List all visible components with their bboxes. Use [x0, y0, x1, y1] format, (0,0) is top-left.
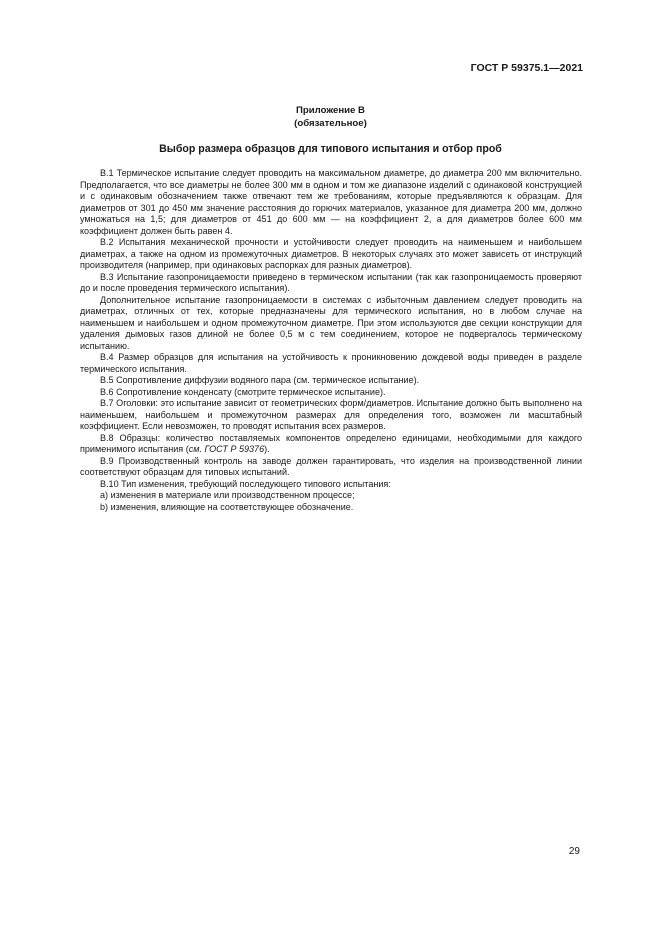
- list-item: [80, 502, 582, 514]
- paragraph-b1: В.1 Термическое испытание следует проводить на максимальном диаметре, до диаметра 200 мм включительно. Предполагается, что все диаметры не более 300 мм в одном и том же диапазоне изделий с одинаковой конструкцией и с одинаковым обозначением также отвечают тем же требованиям, которые предъявляются к образцам. Для диаметров от 301 до 450 мм значение расстояния до горючих материалов, указанное для диаметра 200 мм, должно умножаться на 1,5; для диаметров от 451 до 600 мм — на коэффициент 2, а для диаметров более 600 мм коэффициент должен быть равен 4.: [80, 168, 582, 236]
- standard-designation: ГОСТ Р 59375.1—2021: [470, 62, 583, 74]
- paragraph-b10: В.10 Тип изменения, требующий последующего типового испытания:: [100, 478, 391, 489]
- section-heading: Выбор размера образцов для типового испытания и отбор проб: [159, 143, 502, 155]
- paragraph-b5: В.5 Сопротивление диффузии водяного пара (см. термическое испытание).: [100, 375, 420, 385]
- paragraph-b8: [80, 433, 582, 456]
- paragraph-b2: В.2 Испытания механической прочности и устойчивости следует проводить на наименьшем и наибольшем диаметрах, а также на одном из промежуточных диаметров. В некоторых случаях это может зависеть от инструкций производителя (например, при одинаковых распорках для разных диаметров).: [80, 237, 582, 270]
- appendix-block: [0, 104, 661, 130]
- paragraph-b3-additional: Дополнительное испытание газопроницаемости в системах с избыточным давлением следует проводить на диаметрах, отличных от тех, которые предназначены для термического испытания, но в любом случае на наименьшем и наибольшем и одном промежуточном диаметре. При этом используются две секции конструкции для удаления дымовых газов длиной не более 0,5 м с тем соединением, которое не подвергалось термическому испытанию.: [80, 294, 582, 351]
- list-marker: а): [100, 490, 109, 500]
- appendix-title: Приложение В: [296, 105, 365, 116]
- appendix-status: (обязательное): [294, 118, 367, 129]
- list-item: [80, 490, 582, 502]
- paragraph-b8-text: В.8 Образцы: количество поставляемых компонентов определено единицами, необходимыми для каждого применимого испытания (: [80, 432, 582, 454]
- page-number: 29: [568, 846, 580, 857]
- list-item-text: изменения, влияющие на соответствующее обозначение.: [110, 501, 354, 512]
- paragraph-b3: В.3 Испытание газопроницаемости приведено в термическом испытании (так как газопроницаемость проверяют до и после проведения термического испытания).: [80, 271, 582, 293]
- paragraph-b9: В.9 Производственный контроль на заводе должен гарантировать, что изделия на производственной линии соответствуют образцам для типовых испытаний.: [80, 455, 582, 477]
- list-item-text: изменения в материале или производственном процессе;: [110, 490, 355, 500]
- body-text: [80, 168, 582, 513]
- paragraph-b4: В.4 Размер образцов для испытания на устойчивость к проникновению дождевой воды приведен в разделе термического испытания.: [80, 352, 582, 374]
- standard-reference: см. ГОСТ Р 59376: [188, 444, 265, 454]
- paragraph-b6: В.6 Сопротивление конденсату (смотрите термическое испытание).: [100, 386, 386, 397]
- list-marker: b): [100, 501, 109, 512]
- paragraph-b8-end: ).: [264, 444, 270, 454]
- paragraph-b7: В.7 Оголовки: это испытание зависит от геометрических форм/диаметров. Испытание должно быть выполнено на наименьшем, наибольшем и промежуточном размерах для определения того, возможен ли масштабный коэффициент. Если невозможен, то проводят испытания всех размеров.: [80, 398, 582, 431]
